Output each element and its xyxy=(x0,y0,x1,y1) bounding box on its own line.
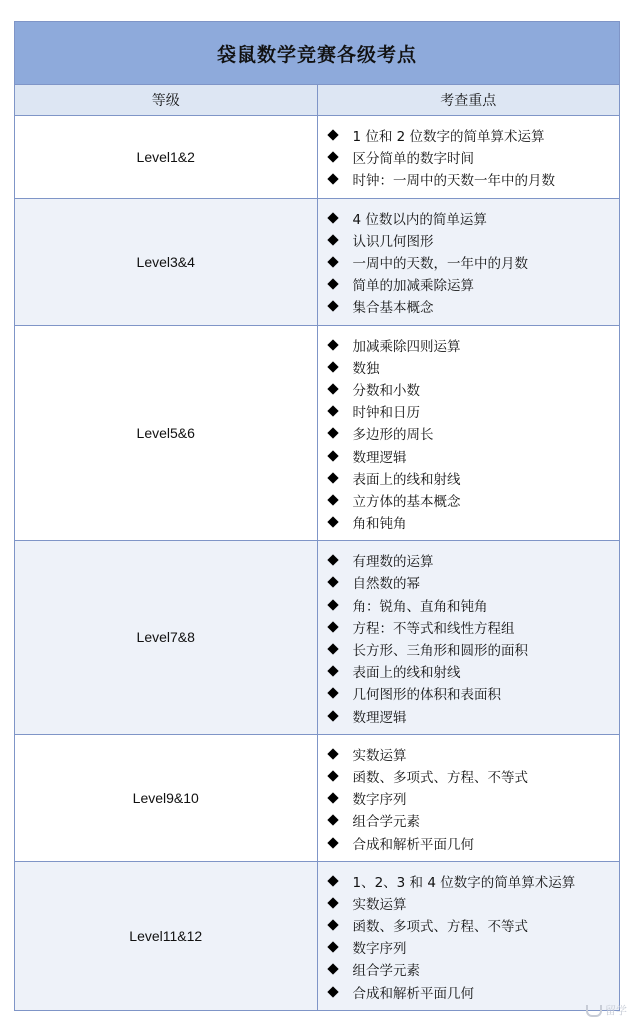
list-item xyxy=(326,787,620,809)
points-cell xyxy=(317,541,620,735)
diamond-bullet-icon xyxy=(327,428,338,439)
list-item xyxy=(326,400,620,422)
list-item xyxy=(326,146,620,168)
point-text: 合成和解析平面几何 xyxy=(352,985,474,1002)
points-cell xyxy=(317,198,620,325)
point-text: 数独 xyxy=(352,360,380,377)
point-text: 函数、多项式、方程、不等式 xyxy=(352,919,528,936)
diamond-bullet-icon xyxy=(327,516,338,527)
point-text: 区分简单的数字时间 xyxy=(352,151,474,168)
list-item xyxy=(326,511,620,533)
watermark xyxy=(586,1002,627,1018)
diamond-bullet-icon xyxy=(327,212,338,223)
diamond-bullet-icon xyxy=(327,942,338,953)
point-text: 合成和解析平面几何 xyxy=(352,836,474,853)
diamond-bullet-icon xyxy=(327,256,338,267)
diamond-bullet-icon xyxy=(327,577,338,588)
list-item xyxy=(326,743,620,765)
list-item xyxy=(326,229,620,251)
list-item xyxy=(326,981,620,1003)
table-row xyxy=(15,198,620,325)
list-item xyxy=(326,295,620,317)
point-text: 自然数的幂 xyxy=(352,576,420,593)
table-row xyxy=(15,541,620,735)
list-item xyxy=(326,489,620,511)
list-item xyxy=(326,422,620,444)
point-text: 几何图形的体积和表面积 xyxy=(352,687,501,704)
diamond-bullet-icon xyxy=(327,748,338,759)
point-text: 实数运算 xyxy=(352,896,407,913)
point-text: 1、2、3 和 4 位数字的简单算术运算 xyxy=(352,874,576,891)
point-text: 集合基本概念 xyxy=(352,300,434,317)
diamond-bullet-icon xyxy=(327,875,338,886)
diamond-bullet-icon xyxy=(327,792,338,803)
diamond-bullet-icon xyxy=(327,599,338,610)
watermark-text: 留学 xyxy=(605,1004,627,1017)
list-item xyxy=(326,251,620,273)
list-item xyxy=(326,831,620,853)
point-text: 组合学元素 xyxy=(352,963,420,980)
points-list xyxy=(326,207,620,318)
list-item xyxy=(326,444,620,466)
list-item xyxy=(326,273,620,295)
diamond-bullet-icon xyxy=(327,383,338,394)
points-list xyxy=(326,124,620,191)
point-text: 长方形、三角形和圆形的面积 xyxy=(352,643,528,660)
point-text: 多边形的周长 xyxy=(352,427,434,444)
point-text: 函数、多项式、方程、不等式 xyxy=(352,769,528,786)
diamond-bullet-icon xyxy=(327,815,338,826)
point-text: 立方体的基本概念 xyxy=(352,493,461,510)
points-cell xyxy=(317,861,620,1010)
point-text: 加减乘除四则运算 xyxy=(352,338,461,355)
list-item xyxy=(326,378,620,400)
diamond-bullet-icon xyxy=(327,555,338,566)
points-cell xyxy=(317,116,620,199)
list-item xyxy=(326,958,620,980)
point-text: 表面上的线和射线 xyxy=(352,471,461,488)
point-text: 实数运算 xyxy=(352,747,407,764)
point-text: 时钟：一周中的天数一年中的月数 xyxy=(352,173,555,190)
diamond-bullet-icon xyxy=(327,450,338,461)
diamond-bullet-icon xyxy=(327,361,338,372)
header-row xyxy=(15,85,620,116)
diamond-bullet-icon xyxy=(327,472,338,483)
diamond-bullet-icon xyxy=(327,666,338,677)
points-cell xyxy=(317,734,620,861)
point-text: 简单的加减乘除运算 xyxy=(352,278,474,295)
header-level: 等级 xyxy=(15,85,318,116)
point-text: 角：锐角、直角和钝角 xyxy=(352,598,488,615)
diamond-bullet-icon xyxy=(327,688,338,699)
header-points: 考查重点 xyxy=(317,85,620,116)
diamond-bullet-icon xyxy=(327,964,338,975)
diamond-bullet-icon xyxy=(327,919,338,930)
point-text: 认识几何图形 xyxy=(352,233,434,250)
list-item xyxy=(326,936,620,958)
watermark-logo-icon xyxy=(586,1005,602,1017)
table-row xyxy=(15,861,620,1010)
points-list xyxy=(326,743,620,854)
point-text: 1 位和 2 位数字的简单算术运算 xyxy=(352,129,545,146)
list-item xyxy=(326,765,620,787)
exam-points-table xyxy=(14,21,620,1011)
table-row xyxy=(15,734,620,861)
point-text: 一周中的天数，一年中的月数 xyxy=(352,256,528,273)
point-text: 角和钝角 xyxy=(352,516,407,533)
level-cell: Level7&8 xyxy=(15,541,318,735)
list-item xyxy=(326,356,620,378)
diamond-bullet-icon xyxy=(327,279,338,290)
diamond-bullet-icon xyxy=(327,152,338,163)
diamond-bullet-icon xyxy=(327,339,338,350)
list-item xyxy=(326,168,620,190)
level-cell: Level5&6 xyxy=(15,325,318,541)
point-text: 数字序列 xyxy=(352,792,407,809)
diamond-bullet-icon xyxy=(327,986,338,997)
diamond-bullet-icon xyxy=(327,494,338,505)
diamond-bullet-icon xyxy=(327,621,338,632)
list-item xyxy=(326,870,620,892)
list-item xyxy=(326,682,620,704)
diamond-bullet-icon xyxy=(327,897,338,908)
point-text: 表面上的线和射线 xyxy=(352,665,461,682)
point-text: 分数和小数 xyxy=(352,382,420,399)
table-row xyxy=(15,325,620,541)
list-item xyxy=(326,914,620,936)
list-item xyxy=(326,594,620,616)
point-text: 4 位数以内的简单运算 xyxy=(352,211,487,228)
diamond-bullet-icon xyxy=(327,405,338,416)
list-item xyxy=(326,549,620,571)
diamond-bullet-icon xyxy=(327,643,338,654)
point-text: 数理逻辑 xyxy=(352,709,407,726)
diamond-bullet-icon xyxy=(327,710,338,721)
level-cell: Level1&2 xyxy=(15,116,318,199)
diamond-bullet-icon xyxy=(327,234,338,245)
list-item xyxy=(326,638,620,660)
points-cell xyxy=(317,325,620,541)
list-item xyxy=(326,616,620,638)
list-item xyxy=(326,124,620,146)
list-item xyxy=(326,660,620,682)
diamond-bullet-icon xyxy=(327,837,338,848)
point-text: 数理逻辑 xyxy=(352,449,407,466)
point-text: 有理数的运算 xyxy=(352,554,434,571)
table-body xyxy=(15,116,620,1011)
list-item xyxy=(326,705,620,727)
point-text: 组合学元素 xyxy=(352,814,420,831)
points-list xyxy=(326,334,620,534)
list-item xyxy=(326,809,620,831)
point-text: 时钟和日历 xyxy=(352,405,420,422)
point-text: 数字序列 xyxy=(352,941,407,958)
diamond-bullet-icon xyxy=(327,129,338,140)
list-item xyxy=(326,207,620,229)
points-list xyxy=(326,549,620,727)
diamond-bullet-icon xyxy=(327,770,338,781)
list-item xyxy=(326,334,620,356)
table-row xyxy=(15,116,620,199)
title-row xyxy=(15,22,620,85)
point-text: 方程：不等式和线性方程组 xyxy=(352,620,515,637)
level-cell: Level9&10 xyxy=(15,734,318,861)
list-item xyxy=(326,892,620,914)
list-item xyxy=(326,467,620,489)
level-cell: Level3&4 xyxy=(15,198,318,325)
diamond-bullet-icon xyxy=(327,301,338,312)
level-cell: Level11&12 xyxy=(15,861,318,1010)
table-title: 袋鼠数学竞赛各级考点 xyxy=(15,22,620,85)
points-list xyxy=(326,870,620,1003)
list-item xyxy=(326,571,620,593)
diamond-bullet-icon xyxy=(327,174,338,185)
